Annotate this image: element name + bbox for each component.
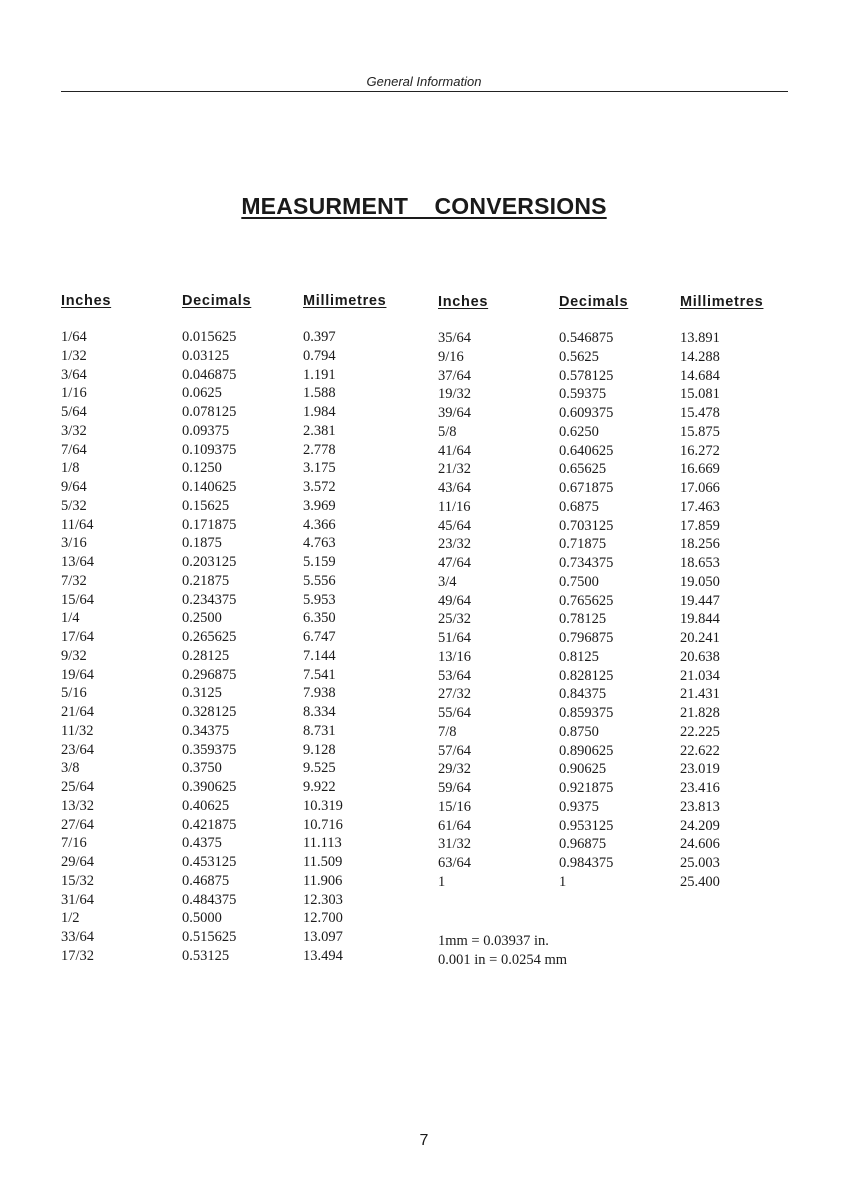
table-cell: 29/32: [438, 761, 472, 778]
table-cell: 5.556: [303, 572, 336, 589]
right-inches-values: [438, 329, 471, 892]
left-decimals-column: [182, 291, 252, 964]
table-cell: 5.953: [303, 591, 336, 608]
table-cell: 4.366: [303, 516, 336, 533]
table-cell: 43/64: [438, 480, 472, 496]
table-cell: 3.572: [303, 479, 336, 495]
table-cell: 7.144: [303, 647, 336, 664]
table-cell: 3/4: [438, 573, 457, 590]
table-cell: 18.256: [680, 536, 720, 553]
table-cell: 0.3750: [182, 760, 222, 777]
table-cell: 41/64: [438, 442, 472, 459]
right-inches-header: Inches: [438, 294, 489, 310]
table-cell: 0.421875: [182, 816, 237, 833]
header-rule: [61, 91, 788, 92]
table-cell: 21/64: [61, 704, 95, 720]
table-cell: 4.763: [303, 535, 336, 552]
table-cell: 0.671875: [559, 480, 614, 496]
table-cell: 5/16: [61, 685, 87, 702]
left-millimetres-header: Millimetres: [303, 293, 387, 309]
table-cell: 7/64: [61, 441, 87, 458]
table-cell: 31/64: [61, 891, 95, 908]
table-cell: 3/64: [61, 366, 87, 383]
table-cell: 0.53125: [182, 947, 230, 964]
table-cell: 13/16: [438, 648, 472, 665]
table-cell: 0.7500: [559, 573, 599, 590]
right-inches-column: [438, 292, 489, 890]
table-cell: 0.15625: [182, 497, 230, 514]
table-cell: 13.097: [303, 929, 343, 945]
table-cell: 15.081: [680, 386, 720, 403]
table-cell: 24.606: [680, 836, 720, 853]
table-cell: 9.128: [303, 741, 336, 758]
table-cell: 0.609375: [559, 405, 614, 421]
table-cell: 6.350: [303, 610, 336, 627]
table-cell: 55/64: [438, 705, 472, 721]
table-cell: 0.109375: [182, 441, 237, 458]
table-cell: 0.40625: [182, 797, 230, 814]
table-cell: 0.734375: [559, 555, 614, 571]
table-cell: 0.203125: [182, 554, 237, 570]
table-cell: 11/64: [61, 516, 94, 533]
table-cell: 23.019: [680, 761, 720, 778]
table-cell: 11.509: [303, 854, 343, 870]
table-cell: 0.84375: [559, 686, 607, 703]
table-cell: 0.546875: [559, 330, 614, 346]
left-inches-values: [61, 328, 94, 966]
table-cell: 1/4: [61, 610, 80, 627]
table-cell: 0.890625: [559, 742, 614, 759]
table-cell: 11.906: [303, 872, 343, 889]
table-cell: 14.684: [680, 367, 720, 384]
table-cell: 3/8: [61, 760, 80, 777]
table-cell: 11.113: [303, 835, 342, 852]
right-decimals-header: Decimals: [559, 294, 629, 310]
table-cell: 0.578125: [559, 367, 614, 384]
table-cell: 0.640625: [559, 442, 614, 459]
table-cell: 19.447: [680, 592, 720, 609]
table-cell: 0.703125: [559, 517, 614, 534]
table-cell: 25.400: [680, 873, 720, 890]
table-cell: 13/64: [61, 554, 95, 570]
table-cell: 1/64: [61, 329, 87, 345]
table-cell: 0.5000: [182, 910, 222, 927]
table-cell: 29/64: [61, 854, 95, 870]
table-cell: 0.484375: [182, 891, 237, 908]
table-cell: 15.478: [680, 405, 720, 421]
table-cell: 19.844: [680, 611, 720, 628]
table-cell: 17/64: [61, 629, 95, 645]
table-cell: 0.5625: [559, 348, 599, 365]
table-cell: 1/2: [61, 910, 80, 927]
table-cell: 0.9375: [559, 798, 599, 815]
table-cell: 9.525: [303, 760, 336, 777]
table-cell: 17/32: [61, 947, 95, 964]
table-cell: 0.34375: [182, 722, 230, 739]
table-cell: 21.828: [680, 705, 720, 721]
table-cell: 0.328125: [182, 704, 237, 720]
table-cell: 23/64: [61, 741, 95, 758]
table-cell: 0.171875: [182, 516, 237, 533]
table-cell: 0.71875: [559, 536, 607, 553]
table-cell: 0.984375: [559, 855, 614, 871]
table-cell: 0.859375: [559, 705, 614, 721]
table-cell: 57/64: [438, 742, 472, 759]
table-cell: 0.796875: [559, 630, 614, 646]
table-cell: 0.90625: [559, 761, 607, 778]
left-inches-header: Inches: [61, 293, 112, 309]
table-cell: 23.813: [680, 798, 720, 815]
page-number: 7: [419, 1132, 429, 1149]
table-cell: 0.3125: [182, 685, 222, 702]
table-cell: 59/64: [438, 780, 472, 796]
table-cell: 23.416: [680, 780, 720, 796]
table-cell: 10.716: [303, 816, 343, 833]
table-cell: 35/64: [438, 330, 472, 346]
table-cell: 2.778: [303, 441, 336, 458]
left-decimals-header: Decimals: [182, 293, 252, 309]
table-cell: 11/16: [438, 498, 471, 515]
table-cell: 6.747: [303, 629, 336, 645]
table-cell: 2.381: [303, 422, 336, 439]
table-cell: 0.078125: [182, 404, 237, 420]
left-decimals-values: [182, 328, 236, 966]
table-cell: 0.794: [303, 347, 336, 364]
table-cell: 0.453125: [182, 854, 237, 870]
table-cell: 22.225: [680, 723, 720, 740]
table-cell: 13/32: [61, 797, 95, 814]
table-cell: 0.1875: [182, 535, 222, 552]
table-cell: 0.828125: [559, 667, 614, 684]
table-cell: 18.653: [680, 555, 720, 571]
table-cell: 1/8: [61, 460, 80, 477]
table-cell: 1.191: [303, 366, 336, 383]
table-cell: 9/16: [438, 348, 464, 365]
table-cell: 0.28125: [182, 647, 230, 664]
table-cell: 8.731: [303, 722, 336, 739]
table-cell: 23/32: [438, 536, 472, 553]
table-cell: 17.463: [680, 498, 720, 515]
right-millimetres-column: [680, 292, 764, 890]
table-cell: 19/64: [61, 666, 95, 683]
table-cell: 0.390625: [182, 779, 237, 795]
table-cell: 45/64: [438, 517, 472, 534]
table-cell: 8.334: [303, 704, 336, 720]
table-cell: 7/8: [438, 723, 457, 740]
table-cell: 1.588: [303, 385, 336, 402]
table-cell: 49/64: [438, 592, 472, 609]
table-cell: 25/32: [438, 611, 472, 628]
table-cell: 0.296875: [182, 666, 237, 683]
table-cell: 0.2500: [182, 610, 222, 627]
table-cell: 22.622: [680, 742, 720, 759]
table-cell: 0.78125: [559, 611, 607, 628]
table-cell: 31/32: [438, 836, 472, 853]
right-decimals-values: [559, 329, 613, 892]
table-cell: 24.209: [680, 817, 720, 834]
table-cell: 9/64: [61, 479, 87, 495]
table-cell: 16.669: [680, 461, 720, 478]
table-cell: 14.288: [680, 348, 720, 365]
table-cell: 7.541: [303, 666, 336, 683]
table-cell: 63/64: [438, 855, 472, 871]
table-cell: 1/32: [61, 347, 87, 364]
conversion-notes: [438, 932, 567, 970]
table-cell: 0.59375: [559, 386, 607, 403]
right-millimetres-header: Millimetres: [680, 294, 764, 310]
table-cell: 20.638: [680, 648, 720, 665]
table-cell: 5.159: [303, 554, 336, 570]
table-cell: 9/32: [61, 647, 87, 664]
table-cell: 0.140625: [182, 479, 237, 495]
table-cell: 13.494: [303, 947, 343, 964]
table-cell: 19/32: [438, 386, 472, 403]
table-cell: 3/16: [61, 535, 87, 552]
table-cell: 1: [559, 873, 567, 890]
table-cell: 47/64: [438, 555, 472, 571]
table-cell: 0.1250: [182, 460, 222, 477]
table-cell: 17.066: [680, 480, 720, 496]
table-cell: 7/16: [61, 835, 87, 852]
table-cell: 0.65625: [559, 461, 607, 478]
table-cell: 0.046875: [182, 366, 237, 383]
table-cell: 0.0625: [182, 385, 222, 402]
table-cell: 5/32: [61, 497, 87, 514]
table-cell: 7.938: [303, 685, 336, 702]
table-cell: 7/32: [61, 572, 87, 589]
table-cell: 27/32: [438, 686, 472, 703]
table-cell: 1: [438, 873, 446, 890]
table-cell: 21/32: [438, 461, 472, 478]
table-cell: 61/64: [438, 817, 472, 834]
note-in-to-mm: 0.001 in = 0.0254 mm: [438, 952, 568, 968]
table-cell: 15/32: [61, 872, 95, 889]
note-mm-to-in: 1mm = 0.03937 in.: [438, 933, 549, 949]
left-inches-column: [61, 291, 112, 964]
table-cell: 5/64: [61, 404, 87, 420]
table-cell: 9.922: [303, 779, 336, 795]
table-cell: 21.431: [680, 686, 720, 703]
table-cell: 0.8125: [559, 648, 599, 665]
table-cell: 0.397: [303, 329, 336, 345]
table-cell: 0.515625: [182, 929, 237, 945]
table-cell: 0.21875: [182, 572, 230, 589]
table-cell: 0.234375: [182, 591, 237, 608]
table-cell: 15/16: [438, 798, 472, 815]
table-cell: 0.921875: [559, 780, 614, 796]
table-cell: 0.03125: [182, 347, 230, 364]
running-header: General Information: [366, 74, 482, 89]
table-cell: 15.875: [680, 423, 720, 440]
table-cell: 0.015625: [182, 329, 237, 345]
table-cell: 37/64: [438, 367, 472, 384]
table-cell: 0.09375: [182, 422, 230, 439]
table-cell: 53/64: [438, 667, 472, 684]
page-title: MEASURMENT CONVERSIONS: [241, 193, 607, 219]
table-cell: 25/64: [61, 779, 95, 795]
table-cell: 20.241: [680, 630, 720, 646]
table-cell: 16.272: [680, 442, 720, 459]
right-decimals-column: [559, 292, 629, 890]
left-millimetres-column: [303, 291, 387, 964]
table-cell: 21.034: [680, 667, 720, 684]
table-cell: 5/8: [438, 423, 457, 440]
right-millimetres-values: [680, 329, 720, 892]
table-cell: 0.953125: [559, 817, 614, 834]
table-cell: 10.319: [303, 797, 343, 814]
table-cell: 51/64: [438, 630, 472, 646]
table-cell: 27/64: [61, 816, 95, 833]
table-cell: 13.891: [680, 330, 720, 346]
table-cell: 11/32: [61, 722, 94, 739]
table-cell: 3.175: [303, 460, 336, 477]
table-cell: 39/64: [438, 405, 472, 421]
table-cell: 0.4375: [182, 835, 222, 852]
table-cell: 1/16: [61, 385, 87, 402]
table-cell: 0.265625: [182, 629, 237, 645]
table-cell: 0.46875: [182, 872, 230, 889]
table-cell: 3/32: [61, 422, 87, 439]
table-cell: 25.003: [680, 855, 720, 871]
table-cell: 0.765625: [559, 592, 614, 609]
table-cell: 19.050: [680, 573, 720, 590]
table-cell: 0.6250: [559, 423, 599, 440]
table-cell: 33/64: [61, 929, 95, 945]
table-cell: 17.859: [680, 517, 720, 534]
table-cell: 0.96875: [559, 836, 607, 853]
table-cell: 15/64: [61, 591, 95, 608]
table-cell: 0.6875: [559, 498, 599, 515]
table-cell: 0.359375: [182, 741, 237, 758]
table-cell: 12.700: [303, 910, 343, 927]
table-cell: 12.303: [303, 891, 343, 908]
table-cell: 1.984: [303, 404, 336, 420]
table-cell: 0.8750: [559, 723, 599, 740]
left-millimetres-values: [303, 328, 343, 966]
table-cell: 3.969: [303, 497, 336, 514]
